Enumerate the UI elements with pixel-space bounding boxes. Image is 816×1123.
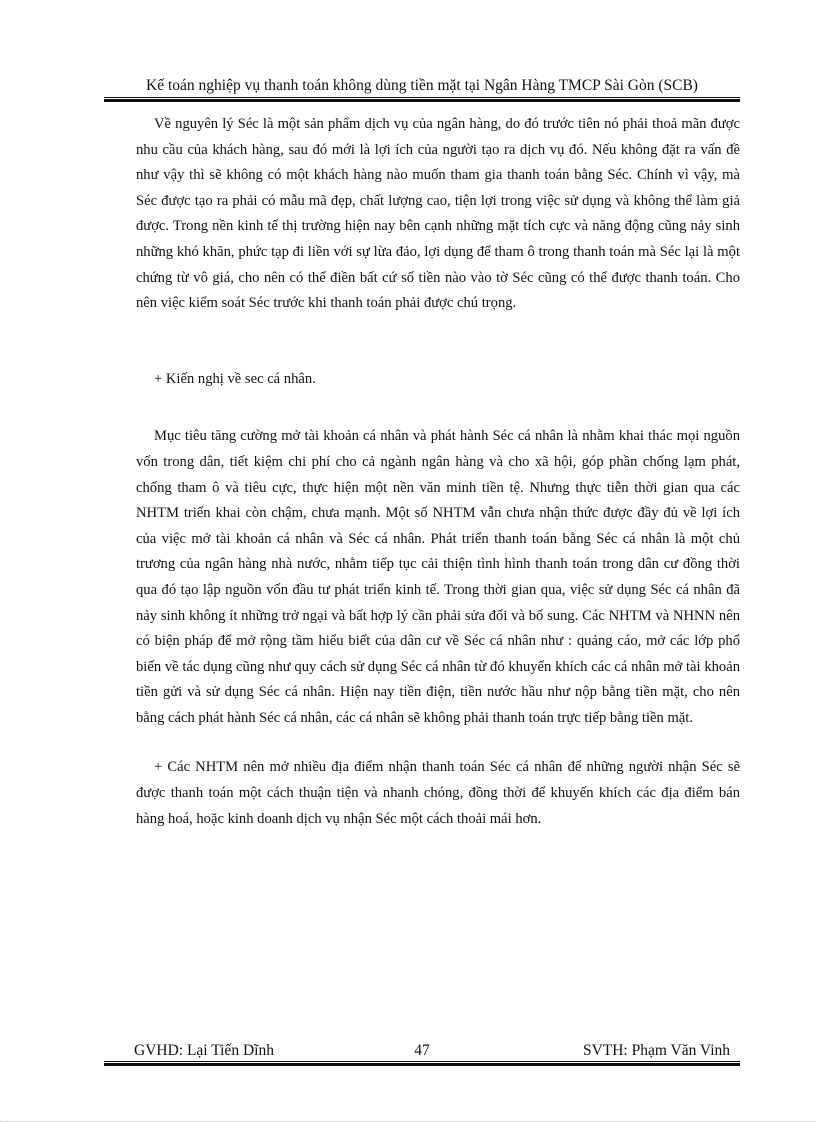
footer-supervisor: GVHD: Lại Tiến Dĩnh <box>134 1042 274 1059</box>
header-rule-thick <box>104 99 740 102</box>
footer-rule-thick <box>104 1063 740 1066</box>
paragraph-personal-cheque-goals: Mục tiêu tăng cường mở tài khoản cá nhân và phát hành Séc cá nhân là nhằm khai thác mọi nguồn vốn trong dân, tiết kiệm chi phí cho cả ngành ngân hàng và cho xã hội, góp phần chống lạm phát, chống tham ô và tiêu cực, thực hiện một nền văn minh tiền tệ. Nhưng thực tiễn thời gian qua các NHTM triển khai còn chậm, chưa mạnh. Một số NHTM vẫn chưa nhận thức được đầy đủ về lợi ích của việc mở tài khoản cá nhân và Séc cá nhân. Phát triển thanh toán bằng Séc cá nhân là một chủ trương của ngân hàng nhà nước, nhằm tiếp tục cải thiện tình hình thanh toán trong dân cư đồng thời qua đó tạo lập nguồn vốn đầu tư phát triển kinh tế. Trong thời gian qua, việc sử dụng Séc cá nhân đã nảy sinh không ít những trở ngại và bất hợp lý cần phải sửa đổi và bổ sung. Các NHTM và NHNN nên có biện pháp để mở rộng tầm hiểu biết của dân cư về Séc cá nhân như : quảng cáo, mở các lớp phổ biến về tác dụng cũng như quy cách sử dụng Séc cá nhân từ đó khuyến khích các cá nhân mở tài khoản tiền gửi và sử dụng Séc cá nhân. Hiện nay tiền điện, tiền nước hầu như nộp bằng tiền mặt, cho nên bằng cách phát hành Séc cá nhân, các cá nhân sẽ không phải thanh toán trực tiếp bằng tiền mặt. <box>136 428 740 726</box>
header-rule-thin <box>104 97 740 98</box>
page-footer <box>104 1041 740 1061</box>
section-heading-personal-cheque: + Kiến nghị về sec cá nhân. <box>154 370 316 387</box>
paragraph-payment-locations: + Các NHTM nên mở nhiều địa điểm nhận thanh toán Séc cá nhân để những người nhận Séc sẽ được thanh toán một cách thuận tiện và nhanh chóng, đồng thời để khuyến khích các địa điểm bán hàng hoá, hoặc kinh doanh dịch vụ nhận Séc một cách thoải mái hơn. <box>136 759 740 827</box>
footer-student: SVTH: Phạm Văn Vinh <box>582 1042 730 1059</box>
page-bottom-divider <box>0 1121 816 1122</box>
document-body <box>136 112 740 832</box>
footer-rule-thin <box>104 1061 740 1062</box>
footer-page-number: 47 <box>414 1042 430 1059</box>
paragraph-cheque-principle: Về nguyên lý Séc là một sản phẩm dịch vụ của ngân hàng, do đó trước tiên nó phải thoả mãn được nhu cầu của khách hàng, sau đó mới là lợi ích của người tạo ra dịch vụ đó. Nếu không đặt ra vấn đề như vậy thì sẽ không có một khách hàng nào muốn tham gia thanh toán bằng Séc. Chính vì vậy, mà Séc được tạo ra phải có mẫu mã đẹp, chất lượng cao, tiện lợi trong việc sử dụng và không thể làm giả được. Trong nền kinh tế thị trường hiện nay bên cạnh những mặt tích cực và năng động cũng nảy sinh những khó khăn, phức tạp đi liền với sự lừa đảo, lợi dụng để tham ô trong thanh toán mà Séc lại là một chứng từ vô giá, cho nên có thể điền bất cứ số tiền nào vào tờ Séc cũng có thể được thanh toán. Cho nên việc kiểm soát Séc trước khi thanh toán phải được chú trọng. <box>136 116 740 312</box>
page-header-title: Kế toán nghiệp vụ thanh toán không dùng tiền mặt tại Ngân Hàng TMCP Sài Gòn (SCB) <box>146 77 698 94</box>
